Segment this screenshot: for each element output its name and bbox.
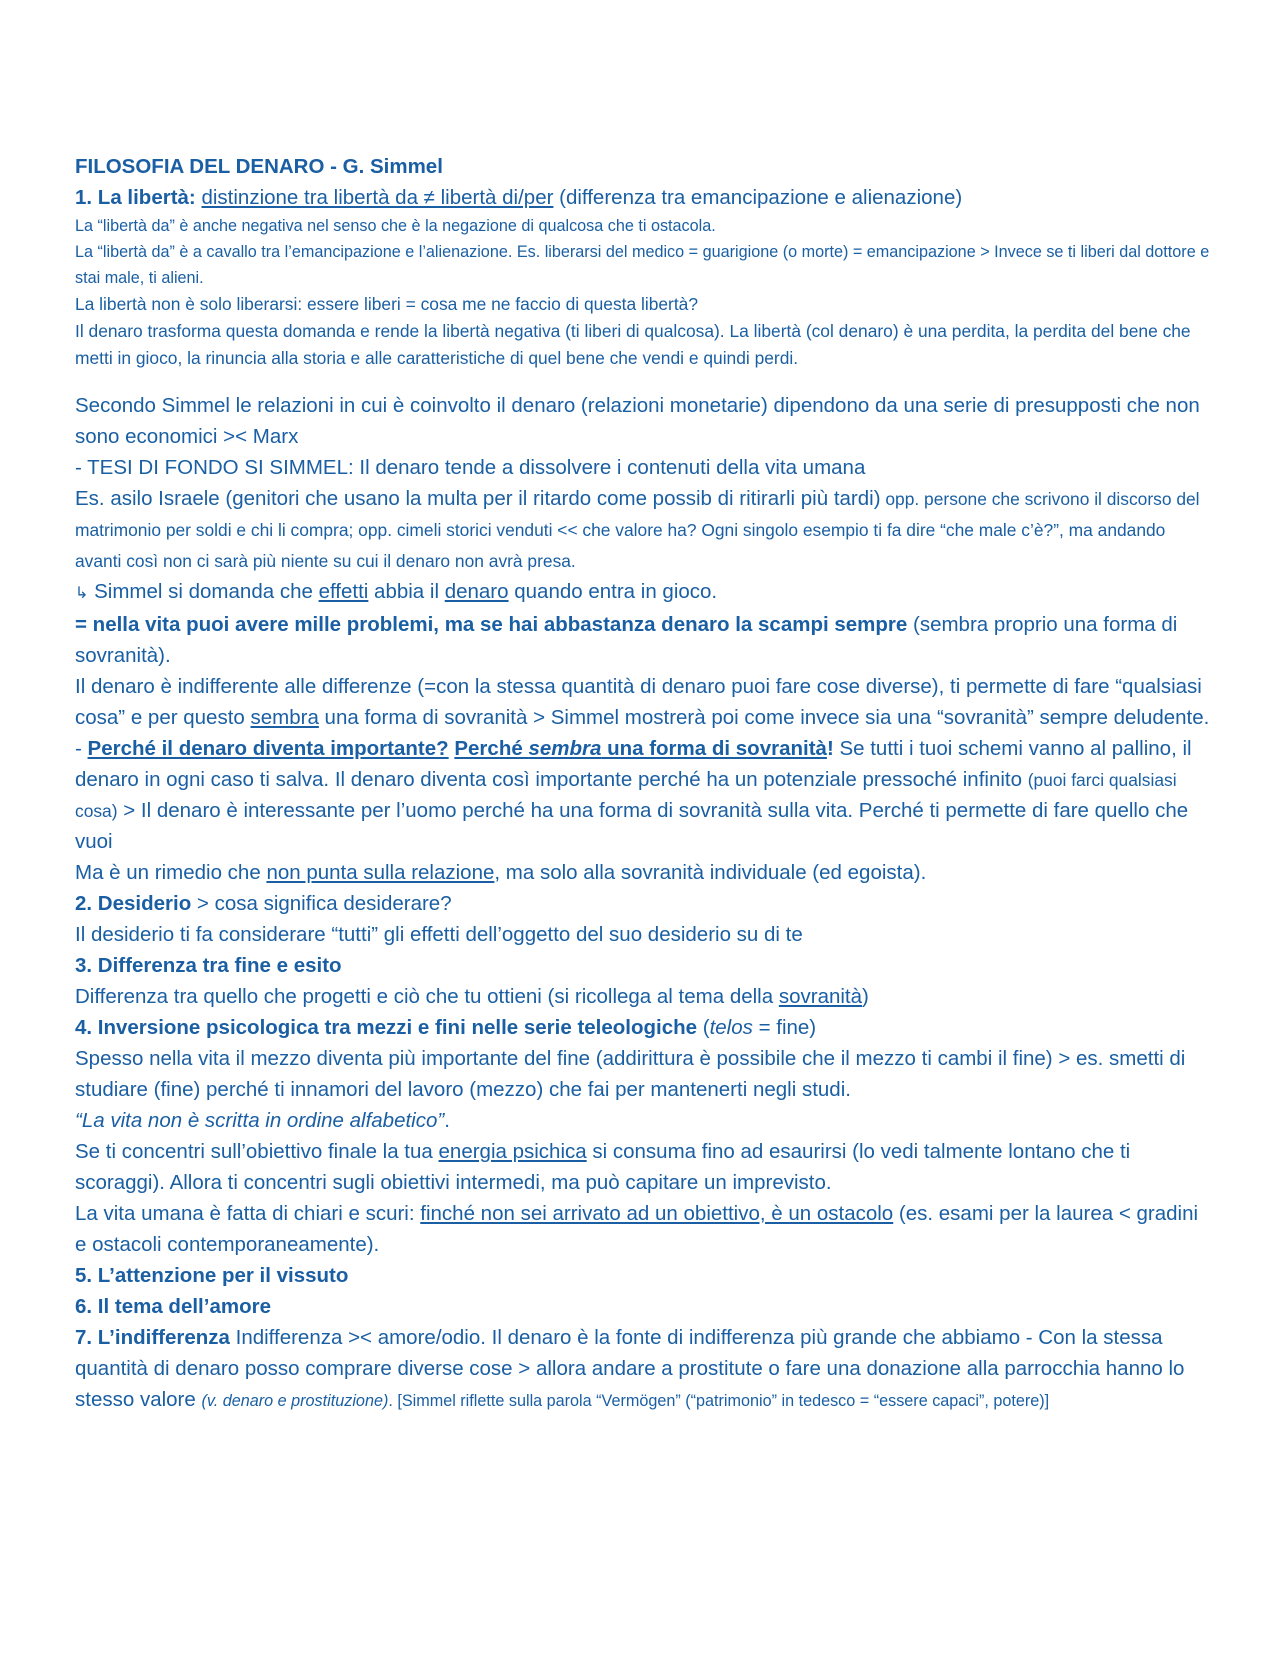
effects-text-b: abbia il — [368, 580, 445, 603]
paragraph-effects — [75, 576, 1210, 609]
section-4-text-3a: La vita umana è fatta di chiari e scuri: — [75, 1202, 421, 1225]
section-1-rest: (differenza tra emancipazione e alienazione) — [553, 186, 963, 209]
section-4-underlined-2: finché non sei arrivato ad un obiettivo, è un ostacolo — [420, 1202, 894, 1225]
section-2-heading — [75, 888, 1210, 919]
section-7-label: 7. L’indifferenza — [75, 1326, 230, 1349]
effects-underlined-1: effetti — [318, 580, 369, 603]
paragraph-remedy — [75, 857, 1210, 888]
section-3-text-a: Differenza tra quello che progetti e ciò che tu ottieni (si ricollega al tema della — [75, 985, 779, 1008]
paragraph-importance — [75, 733, 1210, 857]
indifferent-b: una forma di sovranità > Simmel mostrerà poi come invece sia una “sovranità” sempre deludente. — [318, 706, 1210, 729]
paragraph-simmel-relations: Secondo Simmel le relazioni in cui è coinvolto il denaro (relazioni monetarie) dipendono da una serie di presupposti che non sono economici >< Marx — [75, 394, 1200, 448]
problems-rest: (sembra proprio una forma di sovranità). — [75, 613, 1178, 667]
section-2-text: Il desiderio ti fa considerare “tutti” gli effetti dell’oggetto del suo desiderio su di te — [75, 923, 803, 946]
importance-end: > Il denaro è interessante per l’uomo perché ha una forma di sovranità sulla vita. Perché ti permette di fare quello che vuoi — [75, 799, 1189, 853]
paragraph-thesis: - TESI DI FONDO SI SIMMEL: Il denaro tende a dissolvere i contenuti della vita umana — [75, 456, 866, 479]
section-7-text: Indifferenza >< amore/odio. Il denaro è la fonte di indifferenza più grande che abbiamo - Con la stessa quantità di denaro posso comprare diverse cose > allora andare a prostitute o fare una donazione alla parrocchia hanno lo stesso valore — [75, 1326, 1185, 1411]
section-4-text-3b: (es. esami per la laurea < gradini e ostacoli contemporaneamente). — [75, 1202, 1199, 1256]
remedy-a: Ma è un rimedio che — [75, 861, 267, 884]
document-page — [75, 151, 1210, 1415]
section-1-note-4: Il denaro trasforma questa domanda e rende la libertà negativa (ti liberi di qualcosa). La libertà (col denaro) è una perdita, la perdita del bene che metti in gioco, la rinuncia alla storia e alle caratteristiche di quel bene che vendi e quindi perdi. — [75, 321, 1191, 368]
section-1-underlined: distinzione tra libertà da ≠ libertà di/per — [201, 186, 554, 209]
section-4-text-2 — [75, 1136, 1210, 1198]
paragraph-indifferent — [75, 671, 1210, 733]
importance-rest: Se tutti i tuoi schemi vanno al pallino, il denaro in ogni caso ti salva. Il denaro diventa così importante perché ha un potenziale pressoché infinito — [75, 737, 1192, 791]
section-4-telos: telos — [709, 1016, 753, 1039]
section-4-underlined-1: energia psichica — [438, 1140, 587, 1163]
section-3-heading: 3. Differenza tra fine e esito — [75, 954, 342, 977]
effects-text-a: Simmel si domanda che — [88, 580, 319, 603]
section-4-text-2b: si consuma fino ad esaurirsi (lo vedi talmente lontano che ti scoraggi). Allora ti concentri sugli obiettivi intermedi, ma può capitare un imprevisto. — [75, 1140, 1131, 1194]
section-3-text-b: ) — [862, 985, 869, 1008]
section-1-note-1: La “libertà da” è anche negativa nel senso che è la negazione di qualcosa che ti ostacola. — [75, 217, 716, 235]
section-2-rest: > cosa significa desiderare? — [191, 892, 452, 915]
indifferent-a: Il denaro è indifferente alle differenze (=con la stessa quantità di denaro puoi fare cose diverse), ti permette di fare “qualsiasi cosa” e per questo — [75, 675, 1202, 729]
section-4-rest-b: = fine) — [752, 1016, 817, 1039]
problems-bold: = nella vita puoi avere mille problemi, ma se hai abbastanza denaro la scampi sempre — [75, 613, 908, 636]
section-7 — [75, 1322, 1210, 1415]
section-1-note-2: La “libertà da” è a cavallo tra l’emancipazione e l’alienazione. Es. liberarsi del medico = guarigione (o morte) = emancipazione > Invece se ti liberi dal dottore e stai male, ti alieni. — [75, 243, 1210, 287]
effects-underlined-2: denaro — [444, 580, 509, 603]
paragraph-examples — [75, 483, 1210, 576]
importance-answer-b: una forma di sovranità — [601, 737, 827, 760]
importance-small: (puoi farci qualsiasi cosa) — [75, 770, 1177, 821]
section-1-note-3: La libertà non è solo liberarsi: essere liberi = cosa me ne faccio di questa libertà? — [75, 294, 699, 314]
section-4-rest-a: ( — [697, 1016, 710, 1039]
section-4-label: 4. Inversione psicologica tra mezzi e fini nelle serie teleologiche — [75, 1016, 698, 1039]
importance-answer — [454, 737, 827, 760]
section-7-small: . [Simmel riflette sulla parola “Vermögen” (“patrimonio” in tedesco = “essere capaci”, potere)] — [388, 1392, 1050, 1410]
section-2-label: 2. Desiderio — [75, 892, 192, 915]
examples-main: Es. asilo Israele (genitori che usano la multa per il ritardo come possib di ritirarli più tardi) — [75, 487, 881, 510]
section-3-text — [75, 981, 1210, 1012]
section-5-heading: 5. L’attenzione per il vissuto — [75, 1264, 349, 1287]
section-4-text-3 — [75, 1198, 1210, 1260]
section-7-italic: (v. denaro e prostituzione) — [201, 1392, 389, 1410]
doc-title: FILOSOFIA DEL DENARO - G. Simmel — [75, 155, 443, 178]
section-4-text-1: Spesso nella vita il mezzo diventa più importante del fine (addirittura è possibile che il mezzo ti cambi il fine) > es. smetti di studiare (fine) perché ti innamori del lavoro (mezzo) che fai per mantenerti negli studi. — [75, 1047, 1186, 1101]
importance-answer-a: Perché — [454, 737, 529, 760]
section-1-label: 1. La libertà: — [75, 186, 196, 209]
effects-text-c: quando entra in gioco. — [508, 580, 718, 603]
section-1-heading — [75, 182, 1210, 213]
indifferent-underlined: sembra — [250, 706, 319, 729]
paragraph-problems — [75, 609, 1210, 671]
section-4-quote — [75, 1105, 1210, 1136]
remedy-b: , ma solo alla sovranità individuale (ed egoista). — [494, 861, 927, 884]
arrow-icon: ↳ — [75, 585, 89, 602]
spacer — [75, 372, 1210, 390]
importance-question: Perché il denaro diventa importante? — [87, 737, 449, 760]
importance-answer-italic: sembra — [528, 737, 602, 760]
importance-dash: - — [75, 737, 88, 760]
remedy-underlined: non punta sulla relazione — [266, 861, 495, 884]
section-4-text-2a: Se ti concentri sull’obiettivo finale la tua — [75, 1140, 439, 1163]
examples-small: opp. persone che scrivono il discorso del matrimonio per soldi e chi li compra; opp. cimeli storici venduti << che valore ha? Ogni singolo esempio ti fa dire “che male c’è?”, ma andando avanti così non ci sarà più niente su cui il denaro non avrà presa. — [75, 489, 1200, 571]
section-4-heading — [75, 1012, 1210, 1043]
section-4-quote-text: “La vita non è scritta in ordine alfabetico” — [75, 1109, 445, 1132]
section-4-quote-end: . — [444, 1109, 450, 1132]
importance-exclamation: ! — [826, 737, 834, 760]
section-3-underlined: sovranità — [778, 985, 863, 1008]
section-6-heading: 6. Il tema dell’amore — [75, 1295, 271, 1318]
